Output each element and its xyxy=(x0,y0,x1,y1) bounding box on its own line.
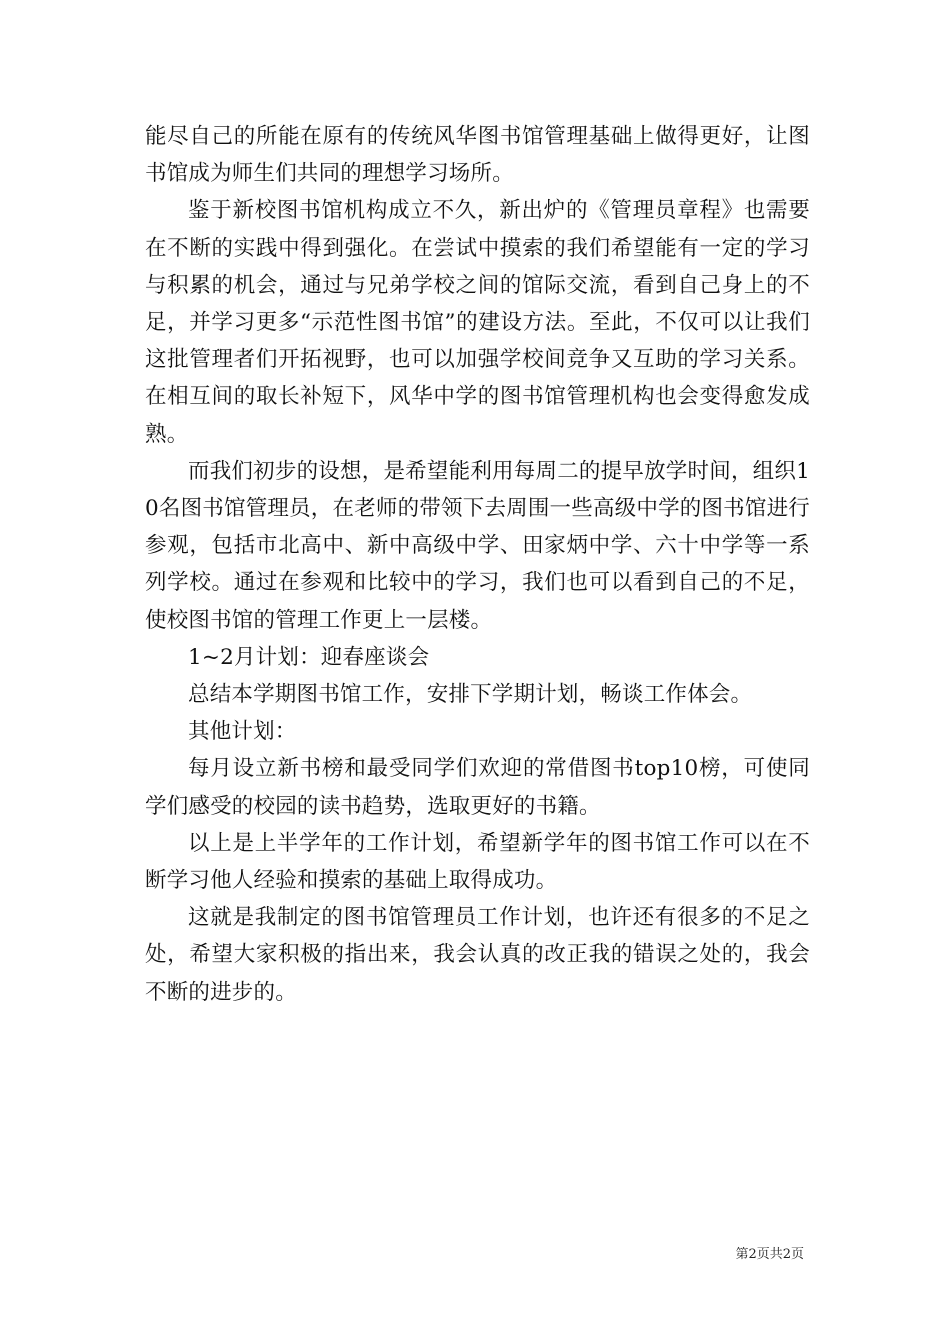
paragraph-jan-feb-plan: 1~2月计划：迎春座谈会 xyxy=(188,644,430,670)
paragraph-library-exchange: 鉴于新校图书馆机构成立不久，新出炉的《管理员章程》也需要在不断的实践中得到强化。在尝试中摸索的我们希望能有一定的学习与积累的机会，通过与兄弟学校之间的馆际交流，看到自己身上的不足，并学习更多“示范性图书馆”的建设方法。至此，不仅可以让我们这批管理者们开拓视野，也可以加强学校间竞争又互助的学习关系。在相互间的取长补短下，风华中学的图书馆管理机构也会变得愈发成熟。 xyxy=(145,198,810,447)
page-number-footer: 第2页共2页 xyxy=(735,1247,804,1262)
paragraph-continuation: 能尽自己的所能在原有的传统风华图书馆管理基础上做得更好，让图书馆成为师生们共同的理想学习场所。 xyxy=(145,124,810,187)
paragraph-visit-plan: 而我们初步的设想，是希望能利用每周二的提早放学时间，组织10名图书馆管理员，在老师的带领下去周围一些高级中学的图书馆进行参观，包括市北高中、新中高级中学、田家炳中学、六十中学等一系列学校。通过在参观和比较中的学习，我们也可以看到自己的不足，使校图书馆的管理工作更上一层楼。 xyxy=(145,458,810,633)
paragraph-closing: 这就是我制定的图书馆管理员工作计划，也许还有很多的不足之处，希望大家积极的指出来，我会认真的改正我的错误之处的，我会不断的进步的。 xyxy=(145,905,810,1005)
paragraph-book-rankings: 每月设立新书榜和最受同学们欢迎的常借图书top10榜，可使同学们感受的校园的读书趋势，选取更好的书籍。 xyxy=(145,756,810,819)
paragraph-summary: 总结本学期图书馆工作，安排下学期计划，畅谈工作体会。 xyxy=(188,682,753,708)
document-body xyxy=(145,118,810,1011)
paragraph-semester-plan: 以上是上半学年的工作计划，希望新学年的图书馆工作可以在不断学习他人经验和摸索的基础上取得成功。 xyxy=(145,830,810,894)
paragraph-other-plans-heading: 其他计划： xyxy=(188,719,297,745)
